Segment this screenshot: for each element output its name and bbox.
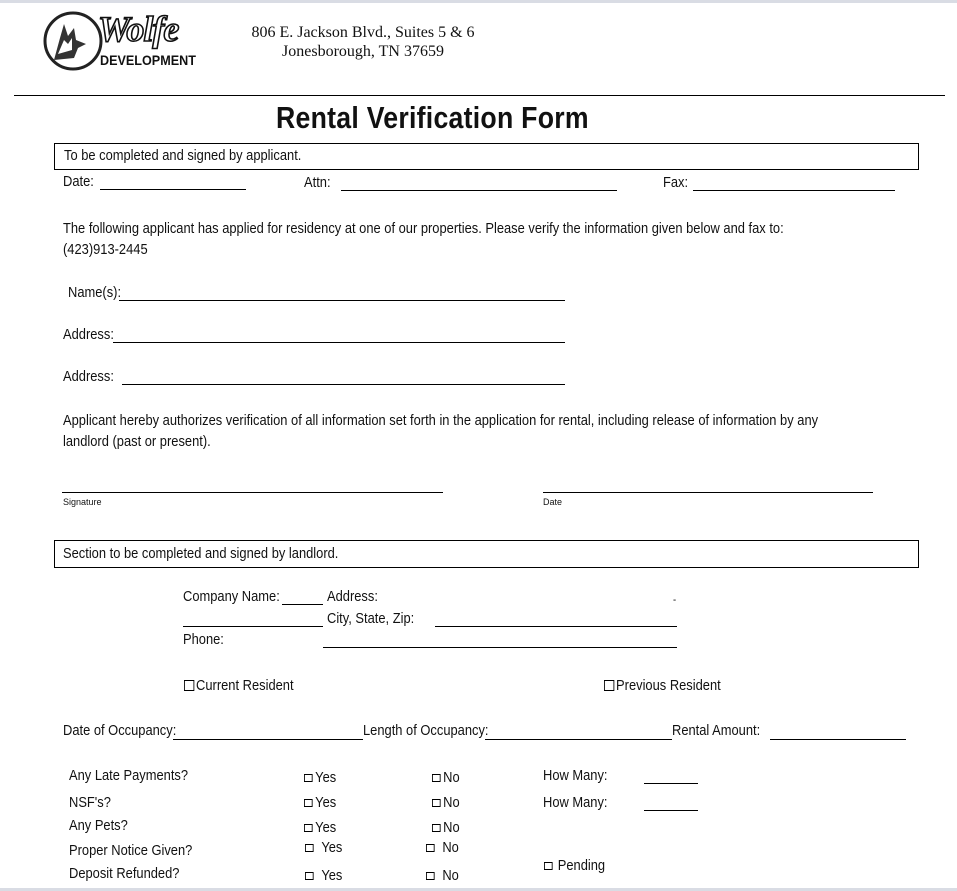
pets-yes-label: Yes [315,819,337,836]
names-field[interactable] [119,300,565,301]
landlord-banner [54,540,919,568]
deposit-no-label: No [442,867,459,884]
nsf-how-many-label: How Many: [543,794,608,811]
page-title: Rental Verification Form [276,100,589,135]
address-line-1: 806 E. Jackson Blvd., Suites 5 & 6 [251,24,475,41]
current-resident-option[interactable] [184,677,294,694]
signature-date-label: Date [543,497,563,507]
nsf-no[interactable] [432,794,460,811]
rental-amount-field[interactable] [770,739,906,740]
occupancy-date-field[interactable] [173,739,363,740]
signature-field[interactable] [62,492,443,493]
pets-yes[interactable] [304,819,336,836]
deposit-no-checkbox[interactable] [426,872,435,880]
header-divider [14,95,945,96]
pets-yes-checkbox[interactable] [304,824,313,832]
logo-word: Wolfe [98,9,179,49]
names-label: Name(s): [68,284,122,301]
signature-label: Signature [63,497,102,507]
authorization-paragraph [63,410,884,452]
company-name-field-line-2[interactable] [183,626,323,627]
top-edge [0,0,957,3]
nsf-how-many-field[interactable] [644,810,698,811]
wolfe-logo [42,10,212,72]
late-payments-label: Any Late Payments? [69,767,189,784]
notice-label: Proper Notice Given? [69,842,193,859]
address2-field[interactable] [122,384,565,385]
company-address [232,23,494,61]
nsf-label: NSF's? [69,794,111,811]
address1-field[interactable] [113,342,565,343]
deposit-yes-label: Yes [321,867,343,884]
current-resident-label: Current Resident [196,677,294,694]
logo-subtitle: DEVELOPMENT [100,52,196,68]
occupancy-length-label: Length of Occupancy: [363,722,489,739]
late-payments-no[interactable] [432,769,460,786]
pets-no-checkbox[interactable] [432,824,441,832]
previous-resident-checkbox[interactable] [604,680,614,691]
address-line-2: Jonesborough, TN 37659 [282,43,444,60]
late-payments-how-many-field[interactable] [644,783,698,784]
attn-field[interactable] [341,190,617,191]
notice-no-checkbox[interactable] [426,844,435,852]
nsf-yes-checkbox[interactable] [304,799,313,807]
date-field[interactable] [100,189,246,190]
late-payments-how-many-label: How Many: [543,767,608,784]
deposit-yes[interactable] [305,867,342,884]
deposit-label: Deposit Refunded? [69,865,180,882]
pets-no[interactable] [432,819,460,836]
notice-no[interactable] [426,839,459,856]
landlord-address-label: Address: [327,588,378,605]
deposit-yes-checkbox[interactable] [305,872,314,880]
late-payments-yes-label: Yes [315,769,337,786]
nsf-yes[interactable] [304,794,336,811]
company-name-label: Company Name: [183,588,280,605]
fax-field[interactable] [693,190,895,191]
city-state-zip-label: City, State, Zip: [327,610,415,627]
occupancy-length-field[interactable] [485,739,672,740]
intro-line-1: The following applicant has applied for residency at one of our properties. Please verify the information given below and fax to: [63,220,784,237]
phone-label: Phone: [183,631,224,648]
previous-resident-option[interactable] [604,677,721,694]
date-label: Date: [63,173,94,190]
auth-line-1: Applicant hereby authorizes verification of all information set forth in the application for rental, including release of information by any [63,412,819,429]
previous-resident-label: Previous Resident [616,677,721,694]
intro-fax-number: (423)913-2445 [63,241,148,258]
notice-yes-checkbox[interactable] [305,844,314,852]
city-state-zip-field[interactable] [435,626,677,627]
notice-yes-label: Yes [321,839,343,856]
rental-amount-label: Rental Amount: [672,722,761,739]
nsf-no-checkbox[interactable] [432,799,441,807]
late-payments-yes[interactable] [304,769,336,786]
late-payments-yes-checkbox[interactable] [304,774,313,782]
landlord-banner-text: Section to be completed and signed by landlord. [63,545,339,562]
address2-label: Address: [63,368,114,385]
phone-field[interactable] [323,647,677,648]
attn-label: Attn: [304,174,331,191]
pending-checkbox[interactable] [544,862,553,870]
deposit-no[interactable] [426,867,459,884]
nsf-yes-label: Yes [315,794,337,811]
pets-label: Any Pets? [69,817,128,834]
pending-label: Pending [557,857,606,874]
fax-label: Fax: [663,174,689,191]
company-name-field[interactable] [282,604,323,605]
address1-label: Address: [63,326,114,343]
late-payments-no-label: No [443,769,460,786]
address-dash: - [673,594,677,606]
notice-no-label: No [442,839,459,856]
signature-date-field[interactable] [543,492,873,493]
auth-line-2: landlord (past or present). [63,433,211,450]
occupancy-date-label: Date of Occupancy: [63,722,177,739]
pending-option[interactable] [544,857,605,874]
late-payments-no-checkbox[interactable] [432,774,441,782]
applicant-banner-text: To be completed and signed by applicant. [64,147,302,164]
notice-yes[interactable] [305,839,342,856]
pets-no-label: No [443,819,460,836]
current-resident-checkbox[interactable] [184,680,194,691]
intro-paragraph [63,218,846,260]
nsf-no-label: No [443,794,460,811]
applicant-banner [54,143,919,170]
